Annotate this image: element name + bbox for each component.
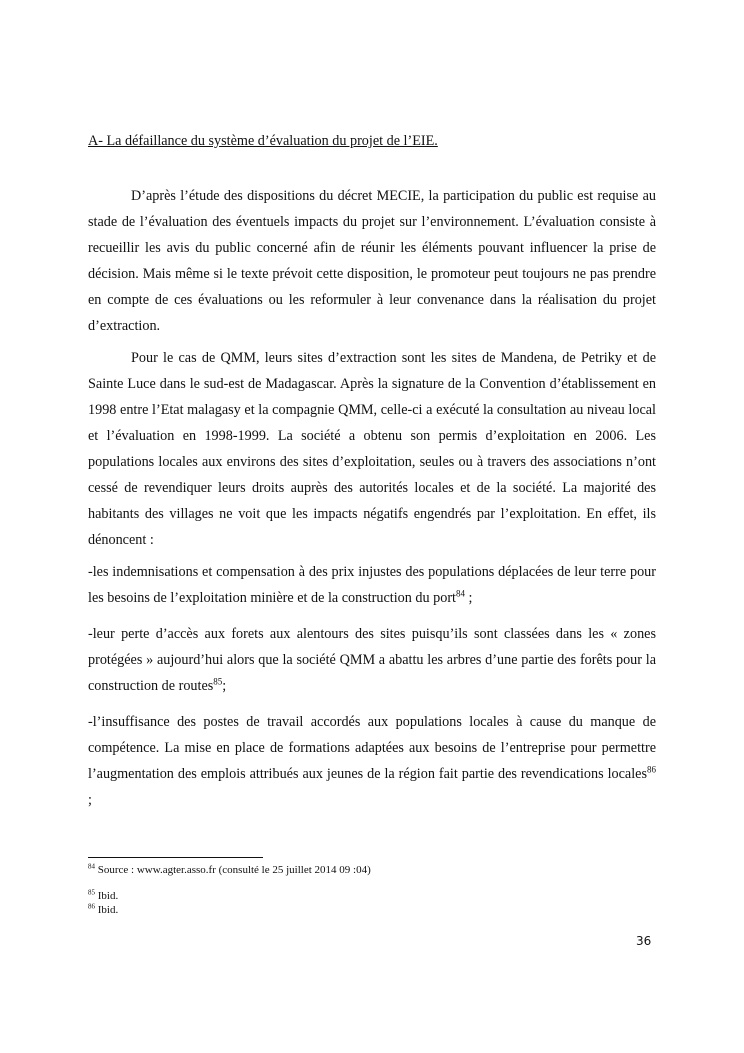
section-heading: A- La défaillance du système d’évaluation du projet de l’EIE.	[88, 133, 438, 149]
footnote-ref-84: 84	[456, 588, 465, 599]
grievance-forest-access	[88, 621, 656, 699]
footnote-text: Source : www.agter.asso.fr (consulté le 25 juillet 2014 09 :04)	[95, 864, 371, 876]
page-number: 36	[636, 934, 652, 948]
footnote-number: 85	[88, 888, 95, 897]
footnote-ref-85: 85	[213, 676, 223, 687]
footnote-text: Ibid.	[95, 890, 119, 902]
footnote-text: Ibid.	[95, 904, 119, 916]
grievance-compensation-text: -les indemnisations et compensation à des prix injustes des populations déplacées de leur terre pour les besoins de l’exploitation minière et de la construction du port	[88, 564, 656, 606]
paragraph-qmm-sites: Pour le cas de QMM, leurs sites d’extraction sont les sites de Mandena, de Petriky et de Sainte Luce dans le sud-est de Madagascar. Après la signature de la Convention d’établissement en 1998 entre l’Etat malagasy et la compagnie QMM, celle-ci a exécuté la consultation au niveau local et l’évaluation en 1998-1999. La société a obtenu son permis d’exploitation en 2006. Les populations locales aux environs des sites d’exploitation, seules ou à travers des associations n’ont cessé de revendiquer leurs droits auprès des autorités locales et de la société. La majorité des habitants des villages ne voit que les impacts négatifs engendrés par l’exploitation. En effet, ils dénoncent :	[88, 350, 656, 548]
footnote-separator	[88, 857, 263, 858]
footnote-number: 86	[88, 902, 95, 911]
grievance-employment-text: -l’insuffisance des postes de travail accordés aux populations locales à cause du manque de compétence. La mise en place de formations adaptées aux besoins de l’entreprise pour permettre l’augmentation des emplois attribués aux jeunes de la région fait partie des revendications locales	[88, 714, 656, 782]
grievance-compensation	[88, 559, 656, 611]
footnote-number: 84	[88, 862, 95, 871]
footnote-ref-86: 86	[647, 764, 656, 775]
grievance-compensation-end: ;	[465, 590, 473, 606]
grievance-employment-end: ;	[88, 792, 92, 808]
paragraph-decree-mecie: D’après l’étude des dispositions du décret MECIE, la participation du public est requise au stade de l’évaluation des éventuels impacts du projet sur l’environnement. L’évaluation consiste à recueillir les avis du public concerné afin de réunir les éléments pouvant influencer la prise de décision. Mais même si le texte prévoit cette disposition, le promoteur peut toujours ne pas prendre en compte de ces évaluations ou les reformuler à leur convenance dans la réalisation du projet d’extraction.	[88, 188, 656, 334]
grievance-forest-access-end: ;	[222, 678, 227, 694]
footnote-84	[88, 864, 371, 877]
grievance-employment	[88, 709, 656, 813]
footnote-86	[88, 904, 118, 917]
grievance-forest-access-text: -leur perte d’accès aux forets aux alentours des sites puisqu’ils sont classées dans les « zones protégées » aujourd’hui alors que la société QMM a abattu les arbres d’une partie des forêts pour la construction de routes	[88, 626, 656, 694]
footnote-85	[88, 890, 118, 903]
